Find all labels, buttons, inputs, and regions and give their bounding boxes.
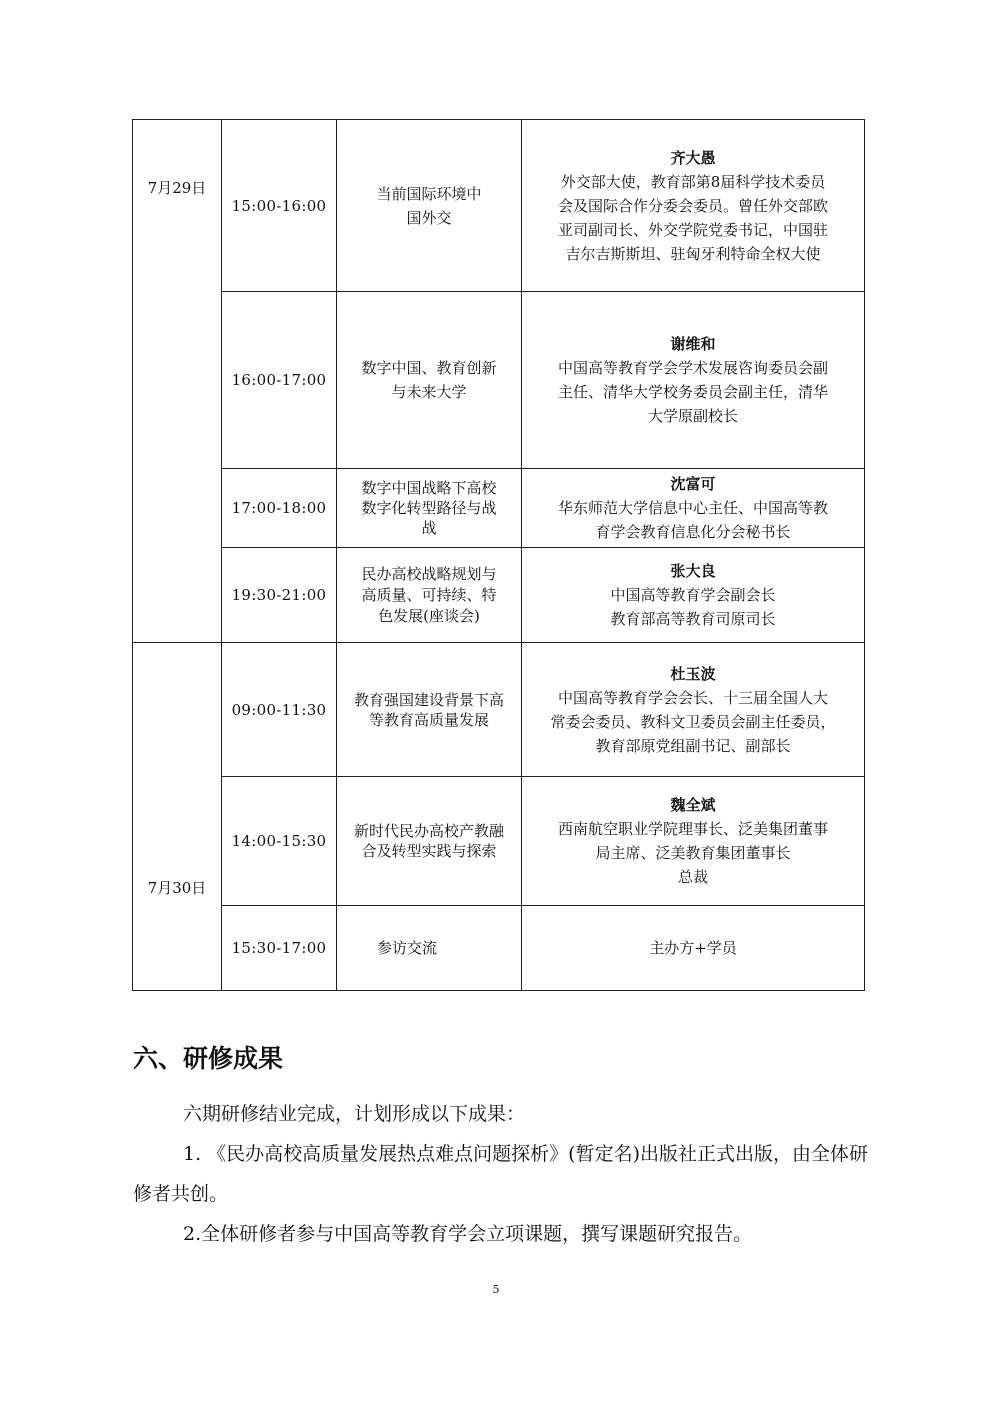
speaker-desc-line: 外交部大使，教育部第8届科学技术委员	[560, 172, 826, 191]
topic-line: 等教育高质量发展	[368, 710, 489, 729]
speaker-cell	[522, 643, 865, 777]
time-cell	[222, 906, 337, 991]
topic-line: 高质量、可持续、特	[361, 585, 497, 604]
date-cell	[133, 643, 222, 991]
speaker-desc-line: 主办方+学员	[649, 939, 737, 957]
topic-line: 当前国际环境中	[376, 184, 482, 203]
topic-cell	[337, 469, 522, 548]
table-row	[133, 777, 865, 906]
table-row	[133, 469, 865, 548]
outcome-item-2: 2.全体研修者参与中国高等教育学会立项课题，撰写课题研究报告。	[183, 1223, 753, 1245]
speaker-desc-line: 总裁	[677, 868, 708, 886]
speaker-desc-line: 教育部原党组副书记、副部长	[595, 736, 791, 755]
topic-cell	[337, 292, 522, 469]
topic-cell	[337, 777, 522, 906]
topic-line: 参访交流	[377, 939, 438, 957]
section-title: 六、研修成果	[133, 1044, 284, 1073]
time-label: 17:00-18:00	[231, 499, 327, 517]
table-row	[133, 548, 865, 643]
speaker-desc-line: 中国高等教育学会学术发展咨询委员会副	[557, 359, 828, 377]
speaker-name: 张大良	[670, 562, 716, 580]
speaker-cell	[522, 906, 865, 991]
date-label: 7月29日	[147, 179, 207, 197]
section-intro: 六期研修结业完成，计划形成以下成果：	[183, 1103, 526, 1125]
speaker-cell	[522, 120, 865, 292]
speaker-desc-line: 亚司副司长、外交学院党委书记，中国驻	[557, 220, 828, 239]
topic-line: 教育强国建设背景下高	[353, 690, 504, 709]
speaker-name: 魏全斌	[670, 796, 716, 814]
speaker-desc-line: 中国高等教育学会副会长	[610, 586, 776, 604]
topic-cell	[337, 120, 522, 292]
time-cell	[222, 292, 337, 469]
speaker-desc-line: 常委会委员、教科文卫委员会副主任委员，	[550, 712, 836, 731]
speaker-desc-line: 主任、清华大学校务委员会副主任，清华	[557, 383, 828, 401]
time-cell	[222, 643, 337, 777]
date-cell	[133, 120, 222, 643]
speaker-desc-line: 吉尔吉斯斯坦、驻匈牙利特命全权大使	[565, 244, 821, 263]
topic-cell	[337, 548, 522, 643]
speaker-cell	[522, 292, 865, 469]
time-label: 19:30-21:00	[231, 586, 327, 604]
topic-line: 民办高校战略规划与	[361, 564, 497, 583]
topic-line: 战	[421, 519, 437, 537]
time-cell	[222, 548, 337, 643]
speaker-cell	[522, 777, 865, 906]
time-cell	[222, 120, 337, 292]
speaker-name: 齐大愚	[670, 148, 716, 167]
speaker-desc-line: 中国高等教育学会会长、十三届全国人大	[557, 688, 828, 707]
speaker-desc-line: 教育部高等教育司原司长	[610, 610, 776, 628]
speaker-desc-line: 华东师范大学信息中心主任、中国高等教	[557, 499, 828, 517]
topic-line: 色发展(座谈会)	[378, 606, 480, 625]
speaker-name: 沈富可	[670, 475, 716, 493]
topic-cell	[337, 643, 522, 777]
date-label: 7月30日	[147, 879, 207, 897]
schedule-table	[132, 119, 865, 991]
time-label: 14:00-15:30	[231, 832, 327, 850]
topic-line: 新时代民办高校产教融	[353, 822, 504, 840]
topic-cell	[337, 906, 522, 991]
table-row	[133, 292, 865, 469]
speaker-desc-line: 大学原副校长	[647, 407, 738, 425]
speaker-desc-line: 局主席、泛美教育集团董事长	[595, 844, 791, 862]
time-cell	[222, 469, 337, 548]
time-label: 15:30-17:00	[231, 939, 327, 957]
time-cell	[222, 777, 337, 906]
topic-line: 国外交	[406, 208, 452, 227]
table-row	[133, 643, 865, 777]
table-row	[133, 906, 865, 991]
speaker-cell	[522, 548, 865, 643]
speaker-desc-line: 会及国际合作分委会委员。曾任外交部欧	[557, 196, 828, 215]
topic-line: 数字中国、教育创新	[361, 359, 497, 377]
topic-line: 数字化转型路径与战	[361, 499, 497, 517]
speaker-desc-line: 育学会教育信息化分会秘书长	[595, 523, 791, 541]
topic-line: 数字中国战略下高校	[361, 479, 497, 497]
time-label: 16:00-17:00	[231, 371, 327, 389]
speaker-desc-line: 西南航空职业学院理事长、泛美集团董事	[557, 820, 828, 838]
topic-line: 与未来大学	[391, 383, 467, 401]
speaker-name: 谢维和	[670, 335, 716, 353]
outcome-item-1: 1. 《民办高校高质量发展热点难点问题探析》(暂定名)出版社正式出版，由全体研修者共创。	[133, 1143, 868, 1205]
speaker-cell	[522, 469, 865, 548]
page-number: 5	[492, 1283, 500, 1296]
time-label: 15:00-16:00	[231, 196, 327, 215]
speaker-name: 杜玉波	[670, 664, 716, 683]
time-label: 09:00-11:30	[231, 700, 327, 719]
topic-line: 合及转型实践与探索	[361, 842, 497, 860]
table-row	[133, 120, 865, 292]
